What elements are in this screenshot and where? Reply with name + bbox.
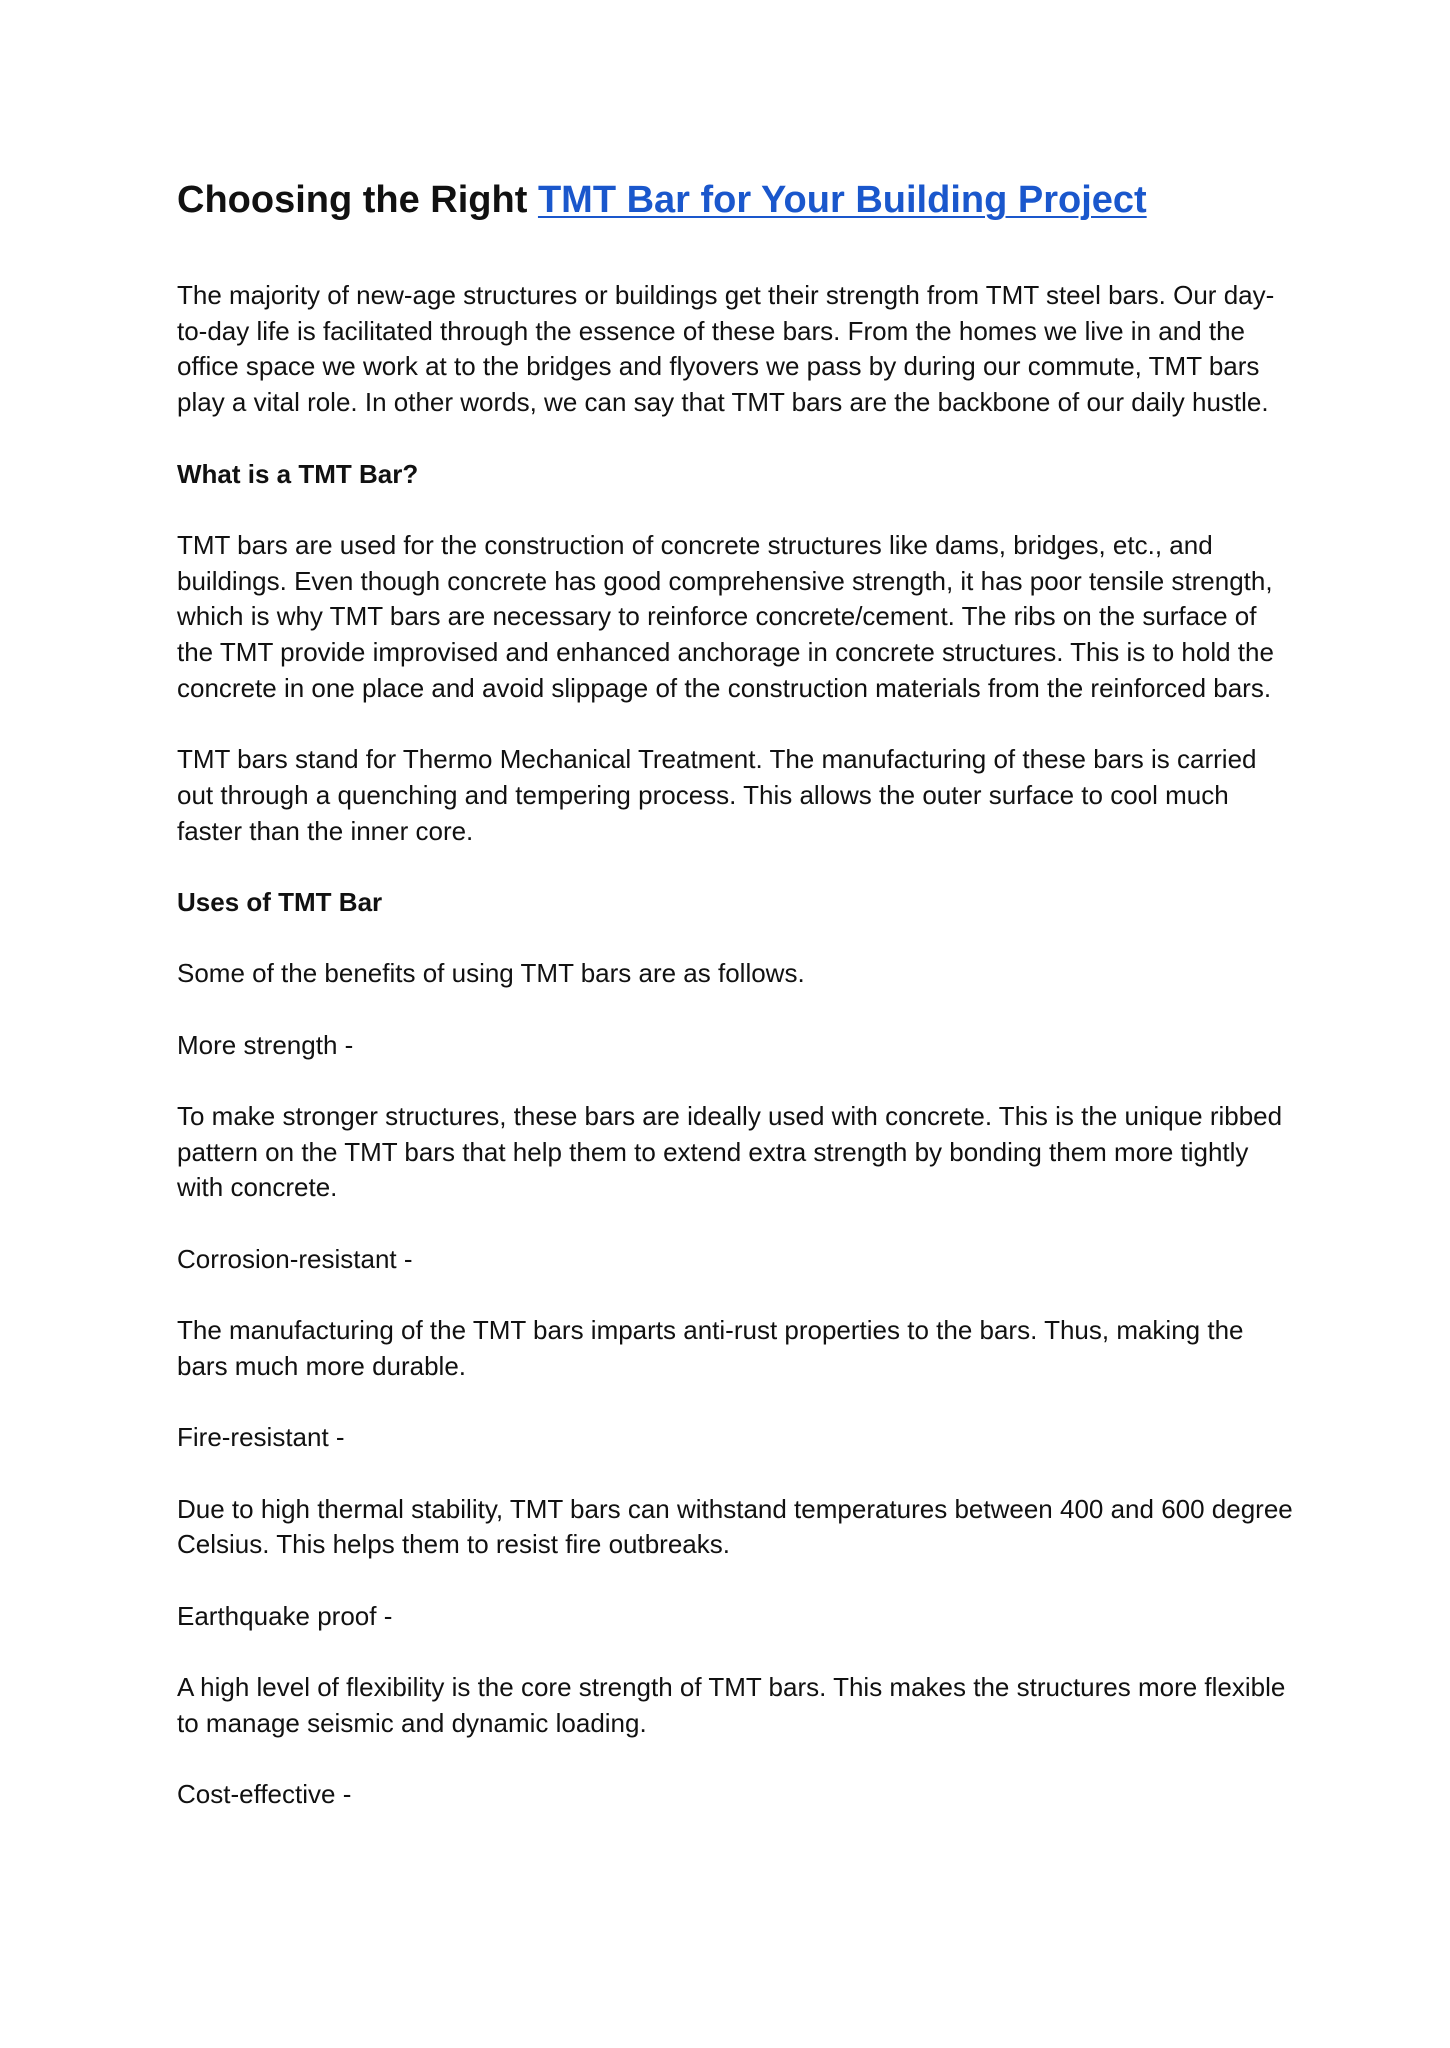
what-is-paragraph-1: TMT bars are used for the construction of concrete structures like dams, bridges, etc., and buildings. Even though concrete has good comprehensive strength, it has poor tensile strength, which is why TMT bars are necessary to reinforce concrete/cement. The ribs on the surface of the TMT provide improvised and enhanced anchorage in concrete structures. This is to hold the concrete in one place and avoid slippage of the construction materials from the reinforced bars.: [177, 529, 1274, 703]
benefit-text-earthquake: A high level of flexibility is the core strength of TMT bars. This makes the structures more flexible to manage seismic and dynamic loading.: [177, 1672, 1286, 1738]
page-title: [177, 172, 1297, 228]
what-is-paragraph-2: TMT bars stand for Thermo Mechanical Treatment. The manufacturing of these bars is carried out through a quenching and tempering process. This allows the outer surface to cool much faster than the inner core.: [177, 744, 1257, 846]
section-heading-uses: Uses of TMT Bar: [177, 886, 383, 917]
uses-intro: Some of the benefits of using TMT bars are as follows.: [177, 958, 805, 989]
benefit-text-fire: Due to high thermal stability, TMT bars can withstand temperatures between 400 and 600 degree Celsius. This helps them to resist fire outbreaks.: [177, 1493, 1293, 1560]
section-heading-what-is: What is a TMT Bar?: [177, 458, 419, 489]
benefit-label-earthquake: Earthquake proof -: [177, 1600, 393, 1631]
document-page: [177, 172, 1297, 1813]
benefit-label-fire: Fire-resistant -: [177, 1422, 345, 1453]
benefit-label-cost: Cost-effective -: [177, 1779, 352, 1810]
intro-paragraph: The majority of new-age structures or buildings get their strength from TMT steel bars. Our day-to-day life is facilitated through the essence of these bars. From the homes we live in and the office space we work at to the bridges and flyovers we pass by during our commute, TMT bars play a vital role. In other words, we can say that TMT bars are the backbone of our daily hustle.: [177, 280, 1275, 418]
benefit-label-strength: More strength -: [177, 1029, 354, 1060]
title-plain-text: Choosing the Right: [177, 179, 538, 221]
benefit-label-corrosion: Corrosion-resistant -: [177, 1243, 413, 1274]
benefit-text-strength: To make stronger structures, these bars are ideally used with concrete. This is the unique ribbed pattern on the TMT bars that help them to extend extra strength by bonding them more tightly with concrete.: [177, 1101, 1283, 1203]
title-link[interactable]: TMT Bar for Your Building Project: [537, 179, 1147, 221]
benefit-text-corrosion: The manufacturing of the TMT bars imparts anti-rust properties to the bars. Thus, making the bars much more durable.: [177, 1315, 1244, 1381]
